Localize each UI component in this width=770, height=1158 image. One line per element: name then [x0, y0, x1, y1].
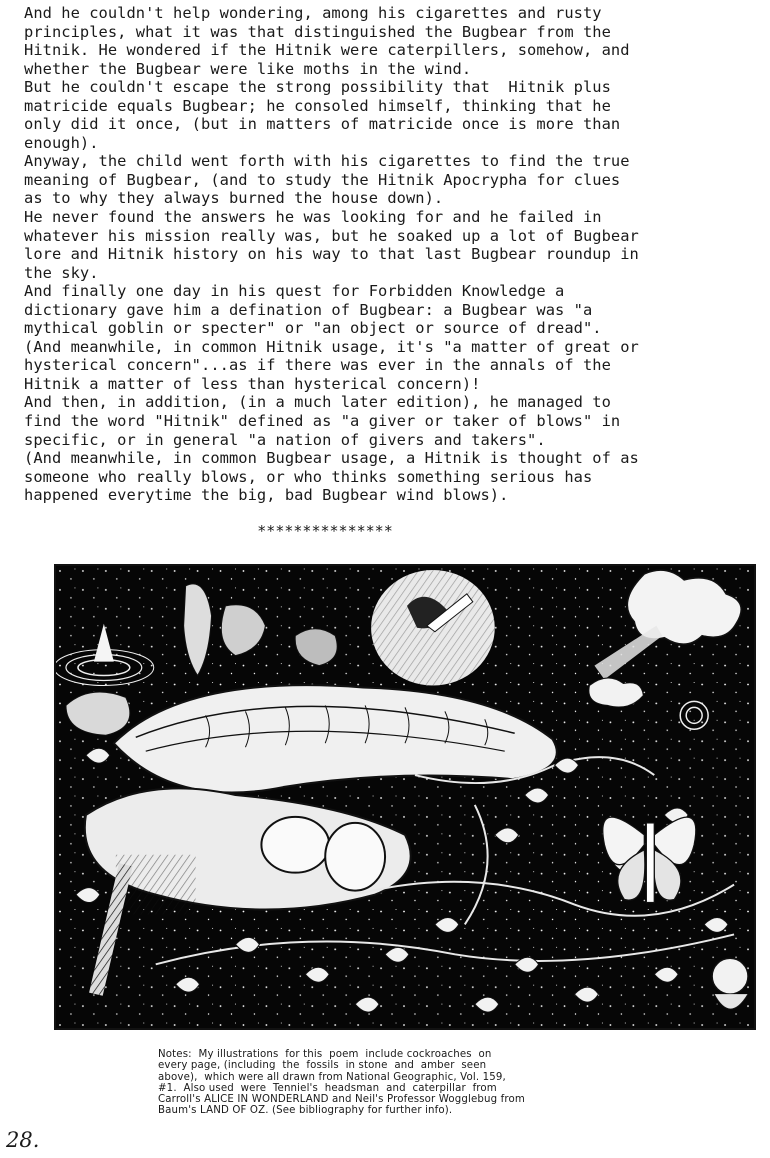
- text-line: happened everytime the big, bad Bugbear wind blows).: [24, 486, 509, 505]
- text-line: Anyway, the child went forth with his cigarettes to find the true: [24, 152, 630, 171]
- notes-line: every page, (including the fossils in stone and amber seen: [158, 1060, 487, 1072]
- notes-line: Baum's LAND OF OZ. (See bibliography for further info).: [158, 1105, 453, 1117]
- text-line: He never found the answers he was looking for and he failed in: [24, 208, 602, 227]
- text-line: whatever his mission really was, but he soaked up a lot of Bugbear: [24, 226, 639, 245]
- text-line: find the word "Hitnik" defined as "a giver or taker of blows" in: [24, 412, 621, 431]
- notes-line: above), which were all drawn from National Geographic, Vol. 159,: [158, 1071, 506, 1083]
- text-line: Hitnik. He wondered if the Hitnik were caterpillers, somehow, and: [24, 41, 630, 60]
- text-line: (And meanwhile, in common Hitnik usage, it's "a matter of great or: [24, 337, 639, 356]
- text-line: (And meanwhile, in common Bugbear usage, a Hitnik is thought of as: [24, 449, 639, 468]
- text-line: And finally one day in his quest for Forbidden Knowledge a: [24, 282, 565, 301]
- text-line: whether the Bugbear were like moths in the wind.: [24, 59, 472, 78]
- text-line: And then, in addition, (in a much later edition), he managed to: [24, 393, 611, 412]
- text-line: hysterical concern"...as if there was ever in the annals of the: [24, 356, 611, 375]
- text-line: meaning of Bugbear, (and to study the Hitnik Apocrypha for clues: [24, 170, 621, 189]
- body-text: [24, 4, 766, 505]
- text-line: Hitnik a matter of less than hysterical concern)!: [24, 374, 481, 393]
- illustration: [54, 564, 756, 1030]
- section-separator: ***************: [257, 522, 393, 540]
- notes-line: Notes: My illustrations for this poem include cockroaches on: [158, 1049, 492, 1060]
- text-line: matricide equals Bugbear; he consoled himself, thinking that he: [24, 96, 611, 115]
- notes-line: Carroll's ALICE IN WONDERLAND and Neil's Professor Wogglebug from: [158, 1094, 525, 1106]
- notes-line: #1. Also used were Tenniel's headsman and caterpillar from: [158, 1082, 497, 1094]
- text-line: someone who really blows, or who thinks something serious has: [24, 467, 593, 486]
- text-line: mythical goblin or specter" or "an object or source of dread".: [24, 319, 602, 338]
- pen-and-ink-collage-icon: [56, 566, 754, 1028]
- text-line: as to why they always burned the house down).: [24, 189, 444, 208]
- text-line: lore and Hitnik history on his way to that last Bugbear roundup in: [24, 245, 639, 264]
- text-line: enough).: [24, 133, 99, 152]
- notes: [158, 1049, 648, 1117]
- page-number: 28.: [6, 1128, 40, 1152]
- text-line: specific, or in general "a nation of givers and takers".: [24, 430, 546, 449]
- text-line: the sky.: [24, 263, 99, 282]
- text-line: And he couldn't help wondering, among his cigarettes and rusty: [24, 4, 602, 22]
- text-line: But he couldn't escape the strong possibility that Hitnik plus: [24, 78, 611, 97]
- text-line: principles, what it was that distinguished the Bugbear from the: [24, 22, 611, 41]
- text-line: only did it once, (but in matters of matricide once is more than: [24, 115, 621, 134]
- text-line: dictionary gave him a defination of Bugbear: a Bugbear was "a: [24, 300, 593, 319]
